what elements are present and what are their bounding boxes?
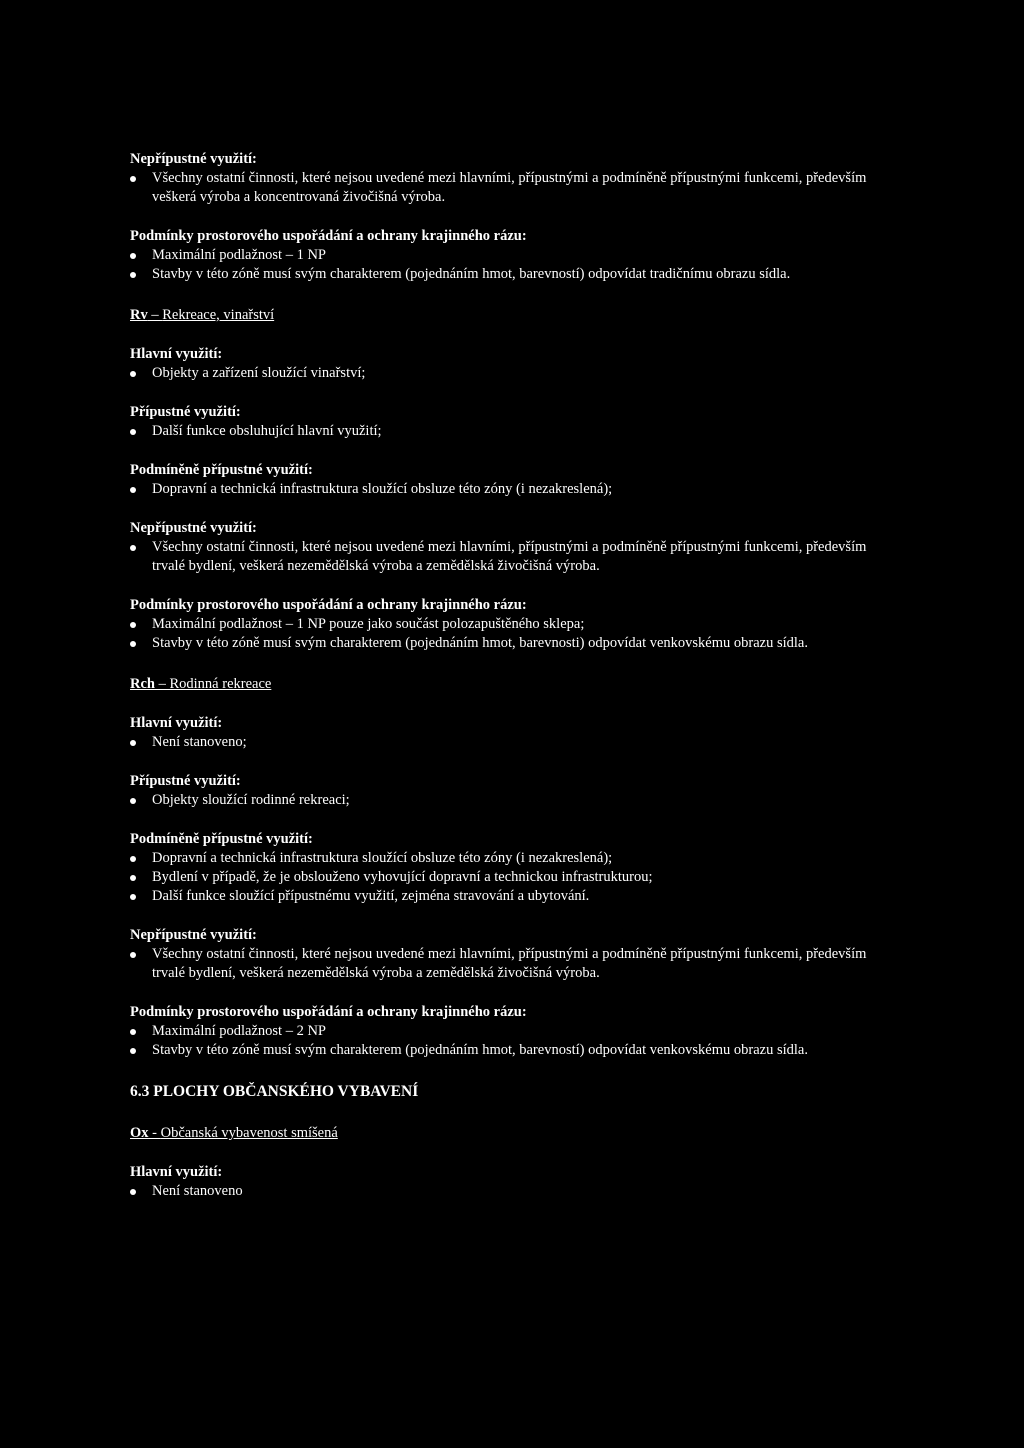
zone-name: Rodinná rekreace: [169, 676, 272, 692]
podm-prip-heading: Podmíněně přípustné využití:: [130, 462, 313, 478]
list-item: Maximální podlažnost – 2 NP: [130, 1022, 875, 1041]
podm-prip-list: [130, 849, 875, 906]
podminky-list: [130, 246, 875, 284]
podminky-heading: Podmínky prostorového uspořádání a ochrany krajinného rázu:: [130, 597, 527, 613]
hlavni-list: [130, 1182, 875, 1201]
list-item: Stavby v této zóně musí svým charakterem (pojednáním hmot, barevnosti) odpovídat venkovskému obrazu sídla.: [130, 634, 875, 653]
podminky-list: [130, 615, 875, 653]
prip-heading: Přípustné využití:: [130, 773, 241, 789]
neprip-list: [130, 538, 875, 576]
podminky-heading: Podmínky prostorového uspořádání a ochrany krajinného rázu:: [130, 1004, 527, 1020]
zone-code: Ox: [130, 1125, 149, 1141]
document-page: [130, 150, 875, 1201]
list-item: Všechny ostatní činnosti, které nejsou uvedené mezi hlavními, přípustnými a podmíněně přípustnými funkcemi, především trvalé bydlení, veškerá nezemědělská výroba a zemědělská živočišná výroba.: [130, 945, 875, 983]
list-item: Všechny ostatní činnosti, které nejsou uvedené mezi hlavními, přípustnými a podmíněně přípustnými funkcemi, především veškerá výroba a koncentrovaná živočišná výroba.: [130, 169, 875, 207]
zone-sep: –: [147, 307, 163, 323]
neprip-heading: Nepřípustné využití:: [130, 520, 257, 536]
podminky-list: [130, 1022, 875, 1060]
list-item: Dopravní a technická infrastruktura sloužící obsluze této zóny (i nezakreslená);: [130, 480, 875, 499]
list-item: Další funkce obsluhující hlavní využití;: [130, 422, 875, 441]
podm-prip-list: [130, 480, 875, 499]
list-item: Objekty a zařízení sloužící vinařství;: [130, 364, 875, 383]
list-item: Další funkce sloužící přípustnému využití, zejména stravování a ubytování.: [130, 887, 875, 906]
list-item: Stavby v této zóně musí svým charakterem (pojednáním hmot, barevností) odpovídat tradičnímu obrazu sídla.: [130, 265, 875, 284]
list-item: Dopravní a technická infrastruktura sloužící obsluze této zóny (i nezakreslená);: [130, 849, 875, 868]
hlavni-heading: Hlavní využití:: [130, 346, 223, 362]
zone-sep: –: [154, 676, 170, 692]
neprip-list: [130, 945, 875, 983]
prip-list: [130, 422, 875, 441]
hlavni-heading: Hlavní využití:: [130, 715, 223, 731]
neprip-heading: Nepřípustné využití:: [130, 927, 257, 943]
list-item: Objekty sloužící rodinné rekreaci;: [130, 791, 875, 810]
zone-name: Rekreace, vinařství: [162, 307, 275, 323]
zone-code: Rch: [130, 676, 155, 692]
hlavni-list: [130, 733, 875, 752]
podm-prip-heading: Podmíněně přípustné využití:: [130, 831, 313, 847]
list-item: Maximální podlažnost – 1 NP pouze jako součást polozapuštěného sklepa;: [130, 615, 875, 634]
prip-heading: Přípustné využití:: [130, 404, 241, 420]
podminky-heading: Podmínky prostorového uspořádání a ochrany krajinného rázu:: [130, 228, 527, 244]
neprip-list: [130, 169, 875, 207]
zone-title-ox: [130, 1124, 875, 1143]
list-item: Není stanoveno;: [130, 733, 875, 752]
zone-code: Rv: [130, 307, 148, 323]
hlavni-list: [130, 364, 875, 383]
prip-list: [130, 791, 875, 810]
zone-sep: -: [148, 1125, 161, 1141]
hlavni-heading: Hlavní využití:: [130, 1164, 223, 1180]
zone-title-rv: [130, 306, 875, 325]
list-item: Všechny ostatní činnosti, které nejsou uvedené mezi hlavními, přípustnými a podmíněně přípustnými funkcemi, především trvalé bydlení, veškerá nezemědělská výroba a zemědělská živočišná výroba.: [130, 538, 875, 576]
list-item: Není stanoveno: [130, 1182, 875, 1201]
neprip-heading: Nepřípustné využití:: [130, 151, 257, 167]
zone-name: Občanská vybavenost smíšená: [160, 1125, 338, 1141]
list-item: Maximální podlažnost – 1 NP: [130, 246, 875, 265]
list-item: Stavby v této zóně musí svým charakterem (pojednáním hmot, barevností) odpovídat venkovskému obrazu sídla.: [130, 1041, 875, 1060]
zone-title-rch: [130, 675, 875, 694]
list-item: Bydlení v případě, že je obslouženo vyhovující dopravní a technickou infrastrukturou;: [130, 868, 875, 887]
section-title: 6.3 PLOCHY OBČANSKÉHO VYBAVENÍ: [130, 1083, 419, 1100]
